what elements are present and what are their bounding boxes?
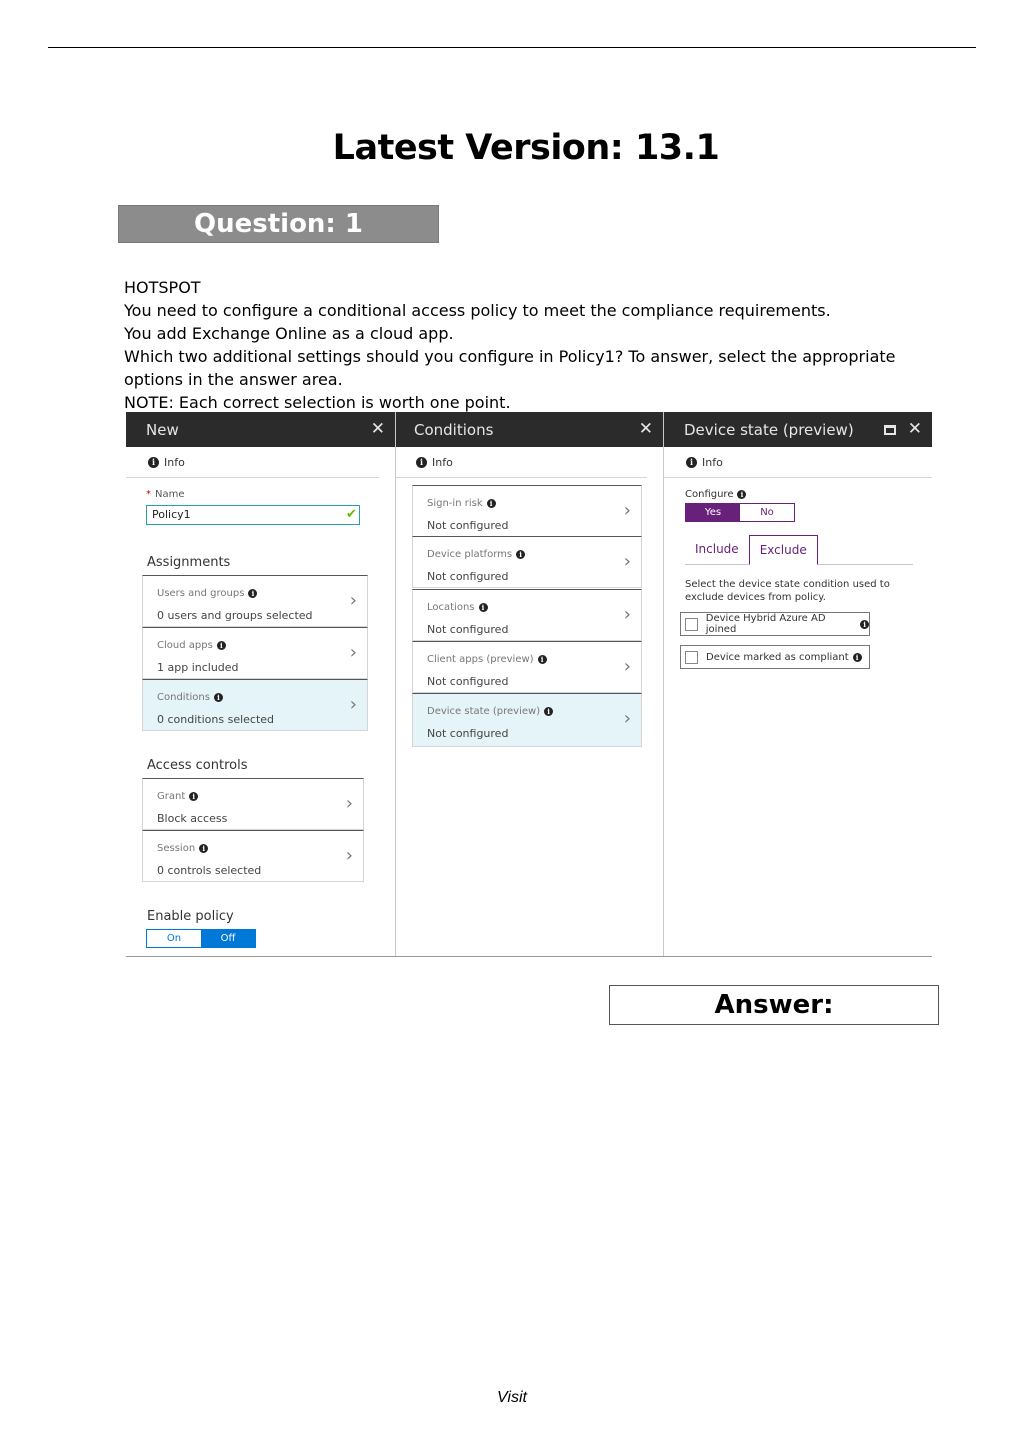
- tab-include[interactable]: Include: [695, 542, 739, 556]
- condition-item-client-apps[interactable]: [412, 641, 642, 693]
- users-label: Users and groups i: [157, 588, 257, 599]
- answer-label: Answer:: [609, 985, 939, 1025]
- condition-item-device-platforms[interactable]: [412, 536, 642, 588]
- access-controls-title: Access controls: [147, 758, 248, 773]
- users-value: 0 users and groups selected: [157, 609, 313, 622]
- info-label: Info: [164, 455, 185, 469]
- info-icon: i: [148, 457, 159, 468]
- checkbox[interactable]: [685, 651, 698, 664]
- blade-header: [664, 412, 932, 447]
- chevron-right-icon: ›: [623, 500, 631, 521]
- info-icon: i: [479, 603, 488, 612]
- question-line: HOTSPOT: [124, 278, 201, 297]
- blade-title: Conditions: [414, 420, 494, 439]
- chevron-right-icon: ›: [349, 590, 357, 611]
- name-field[interactable]: Policy1: [146, 505, 360, 525]
- blade-conditions: [396, 412, 664, 956]
- condition-label: Device platforms i: [427, 549, 525, 560]
- blade-device-state: [664, 412, 932, 956]
- condition-item-locations[interactable]: [412, 589, 642, 641]
- chevron-right-icon: ›: [349, 694, 357, 715]
- option-label: Device marked as compliant: [706, 651, 849, 663]
- info-icon: i: [538, 655, 547, 664]
- grant-item[interactable]: [142, 778, 364, 830]
- footer-visit: Visit: [497, 1389, 527, 1406]
- blade-title: New: [146, 420, 179, 439]
- condition-label: Client apps (preview) i: [427, 654, 547, 665]
- grant-label: Grant i: [157, 791, 198, 802]
- session-item[interactable]: [142, 830, 364, 882]
- close-icon[interactable]: ✕: [370, 419, 385, 439]
- users-and-groups-item[interactable]: [142, 575, 368, 627]
- condition-label: Locations i: [427, 602, 488, 613]
- exclude-description: Select the device state condition used to exclude devices from policy.: [685, 579, 890, 603]
- toggle-off-option[interactable]: Off: [201, 930, 255, 947]
- enable-policy-title: Enable policy: [147, 909, 234, 924]
- close-icon[interactable]: ✕: [907, 419, 922, 439]
- chevron-right-icon: ›: [345, 845, 353, 866]
- device-hybrid-joined-option[interactable]: [680, 612, 870, 636]
- chevron-right-icon: ›: [349, 642, 357, 663]
- assignments-title: Assignments: [147, 555, 231, 570]
- name-label: [146, 489, 185, 500]
- info-link[interactable]: [126, 447, 379, 478]
- info-icon: i: [737, 490, 746, 499]
- info-icon: i: [487, 499, 496, 508]
- question-text: [124, 276, 904, 414]
- info-icon: i: [544, 707, 553, 716]
- question-line: You need to configure a conditional access policy to meet the compliance requirements.: [124, 301, 831, 320]
- include-exclude-tabs: [685, 535, 913, 565]
- cloud-apps-value: 1 app included: [157, 661, 239, 674]
- configure-yes-option[interactable]: Yes: [686, 504, 740, 521]
- info-icon: i: [860, 620, 869, 629]
- condition-value: Not configured: [427, 519, 509, 532]
- conditions-value: 0 conditions selected: [157, 713, 275, 726]
- close-icon[interactable]: ✕: [638, 419, 653, 439]
- condition-value: Not configured: [427, 623, 509, 636]
- conditions-item[interactable]: [142, 679, 368, 731]
- configure-no-option[interactable]: No: [740, 504, 794, 521]
- configure-label: Configure i: [685, 489, 746, 500]
- blade-header: [396, 412, 663, 447]
- info-link[interactable]: [664, 447, 932, 478]
- info-icon: i: [853, 653, 862, 662]
- info-label: Info: [432, 455, 453, 469]
- question-line: options in the answer area.: [124, 370, 343, 389]
- condition-item-sign-in-risk[interactable]: [412, 485, 642, 537]
- info-icon: i: [248, 589, 257, 598]
- info-icon: i: [516, 550, 525, 559]
- checkbox[interactable]: [685, 618, 698, 631]
- chevron-right-icon: ›: [623, 604, 631, 625]
- question-banner: Question: 1: [118, 205, 439, 243]
- cloud-apps-label: Cloud apps i: [157, 640, 226, 651]
- info-icon: i: [214, 693, 223, 702]
- condition-value: Not configured: [427, 675, 509, 688]
- condition-label: Device state (preview) i: [427, 706, 553, 717]
- maximize-icon[interactable]: [884, 425, 896, 435]
- blade-header: [126, 412, 395, 447]
- chevron-right-icon: ›: [623, 656, 631, 677]
- info-icon: i: [416, 457, 427, 468]
- question-line: You add Exchange Online as a cloud app.: [124, 324, 454, 343]
- toggle-on-option[interactable]: On: [147, 930, 201, 947]
- condition-value: Not configured: [427, 727, 509, 740]
- question-line: NOTE: Each correct selection is worth one point.: [124, 393, 511, 412]
- info-link[interactable]: [396, 447, 647, 478]
- cloud-apps-item[interactable]: [142, 627, 368, 679]
- required-asterisk: *: [146, 489, 151, 500]
- info-icon: i: [189, 792, 198, 801]
- top-rule: [48, 47, 976, 48]
- grant-value: Block access: [157, 812, 228, 825]
- info-label: Info: [702, 455, 723, 469]
- chevron-right-icon: ›: [345, 793, 353, 814]
- info-icon: i: [686, 457, 697, 468]
- chevron-right-icon: ›: [623, 708, 631, 729]
- chevron-right-icon: ›: [623, 551, 631, 572]
- checkmark-icon: ✔: [346, 507, 357, 522]
- azure-portal-screenshot: [126, 412, 932, 957]
- conditions-label: Conditions i: [157, 692, 223, 703]
- tab-exclude[interactable]: Exclude: [749, 535, 818, 565]
- name-label-text: Name: [155, 489, 185, 500]
- option-label: Device Hybrid Azure AD joined: [705, 613, 826, 635]
- configure-toggle[interactable]: [685, 503, 795, 522]
- blade-new: [126, 412, 396, 956]
- version-title: Latest Version: 13.1: [332, 128, 720, 168]
- blade-title: Device state (preview): [684, 420, 854, 439]
- condition-item-device-state[interactable]: [412, 693, 642, 747]
- info-icon: i: [199, 844, 208, 853]
- session-label: Session i: [157, 843, 208, 854]
- session-value: 0 controls selected: [157, 864, 262, 877]
- info-icon: i: [217, 641, 226, 650]
- question-line: Which two additional settings should you configure in Policy1? To answer, select the appropriate: [124, 347, 896, 366]
- device-compliant-option[interactable]: [680, 645, 870, 669]
- condition-value: Not configured: [427, 570, 509, 583]
- condition-label: Sign-in risk i: [427, 498, 496, 509]
- enable-policy-toggle[interactable]: [146, 929, 256, 948]
